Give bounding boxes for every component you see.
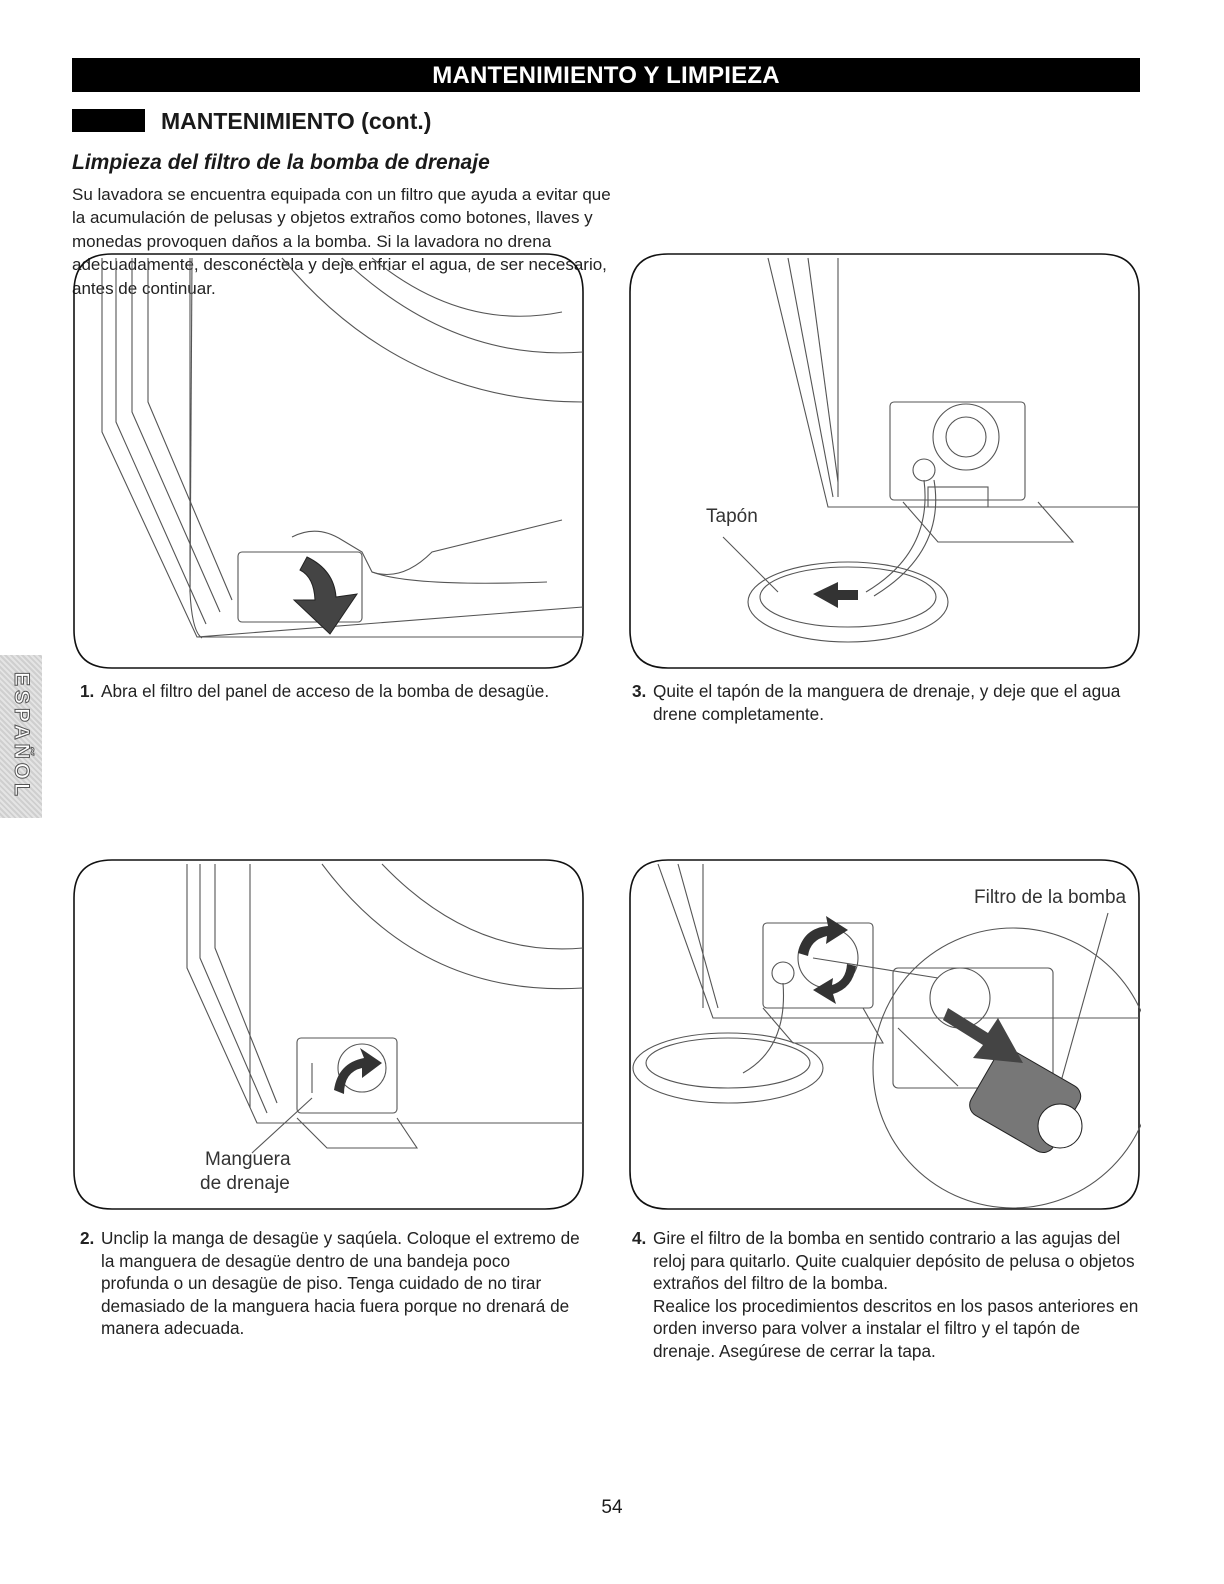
curved-arrow-icon: [334, 1048, 382, 1094]
intro-paragraph: Su lavadora se encuentra equipada con un filtro que ayuda a evitar que la acumulación de pelusas y objetos extraños como botones, llaves y monedas provoquen daños a la bomba. Si la lavadora no drena adecuadamente, desconéctela y deje enfriar el agua, de ser necesario, antes de continuar.: [72, 185, 611, 298]
step-number: 3.: [632, 681, 647, 701]
step-text: Gire el filtro de la bomba en sentido contrario a las agujas del reloj para quitarlo. Quite cualquier depósito de pelusa o objetos extraños del filtro de la bomba.: [653, 1228, 1135, 1294]
step-number: 1.: [80, 681, 95, 701]
figure-step2: [72, 858, 585, 1211]
figure-step3: [628, 252, 1141, 670]
step-3: [632, 680, 1144, 725]
section-marker-bar: [72, 109, 145, 132]
step-number: 2.: [80, 1228, 95, 1248]
rotate-arrow-icon-2: [813, 964, 856, 1004]
step-number: 4.: [632, 1228, 647, 1248]
left-arrow-icon: [813, 582, 858, 608]
rotate-arrow-icon: [798, 916, 848, 956]
figure-label-manguera-1: Manguera: [205, 1149, 291, 1170]
step-1: [80, 680, 580, 703]
figure-label-manguera-2: de drenaje: [200, 1173, 290, 1194]
figure-label-tapon: Tapón: [706, 506, 758, 527]
figure-step1: [72, 252, 585, 670]
step-2: [80, 1227, 580, 1340]
step-4: [632, 1227, 1144, 1363]
section-banner: MANTENIMIENTO Y LIMPIEZA: [72, 58, 1140, 92]
page-number: 54: [601, 1497, 623, 1518]
step-text: Unclip la manga de desagüe y saqúela. Coloque el extremo de la manguera de desagüe dentro de una bandeja poco profunda o un desagüe de piso. Tenga cuidado de no tirar demasiado de la manguera hacia fuera porque no drenará de manera adecuada.: [101, 1228, 580, 1339]
language-label: ESPAÑOL: [10, 672, 33, 800]
section-title: MANTENIMIENTO (cont.): [161, 108, 432, 134]
step-text: Abra el filtro del panel de acceso de la bomba de desagüe.: [101, 681, 550, 701]
arrow-out-icon: [943, 1008, 1023, 1063]
language-side-tab: [0, 655, 42, 818]
figure-label-filtro: Filtro de la bomba: [974, 887, 1127, 908]
step-text-continued: Realice los procedimientos descritos en los pasos anteriores en orden inverso para volver a instalar el filtro y el tapón de drenaje. Asegúrese de cerrar la tapa.: [653, 1295, 1139, 1361]
step-text: Quite el tapón de la manguera de drenaje, y deje que el agua drene completamente.: [653, 681, 1121, 724]
subsection-title: Limpieza del filtro de la bomba de drenaje: [72, 151, 490, 174]
figure-step4: [628, 858, 1141, 1211]
